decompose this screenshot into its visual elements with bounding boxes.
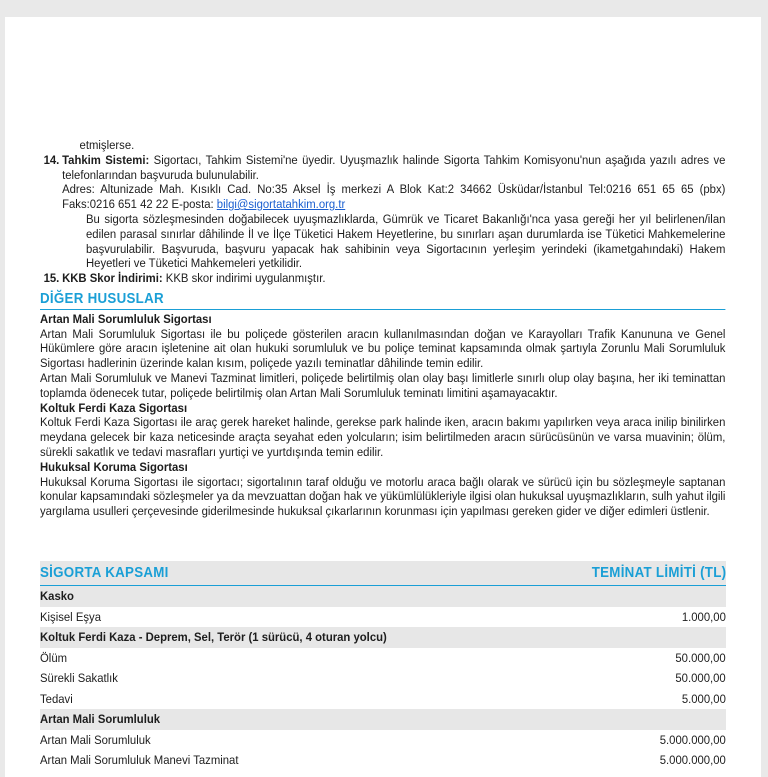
address-text: Adres: Altunizade Mah. Kısıklı Cad. No:35 Aksel İş merkezi A Blok Kat:2 34662 Üsküdar/İstanbul Tel:0216 651 65 65 (pbx) Faks:0216 651 42 22 E-posta: bilgi@sigortatahkim.org.tr bbox=[62, 182, 726, 212]
row-value: 50.000,00 bbox=[675, 671, 726, 686]
row-value: 5.000.000,00 bbox=[659, 732, 726, 747]
row-label: Artan Mali Sorumluluk Manevi Tazminat bbox=[40, 753, 239, 768]
email-link[interactable]: bilgi@sigortatahkim.org.tr bbox=[216, 197, 346, 212]
subsection-paragraph: Koltuk Ferdi Kaza Sigortası ile araç gerek hareket halinde, gerekse park halinde iken, aracın bakımı yapılırken veya araca inilip binilirken meydana gelecek bir kaza neticesinde araçta seyahat eden yolcuların; isim belirtilmeden aracın sürücüsünün ve varsa muavinin; ölüm, sürekli sakatlık ve tedavi masrafları yurtiçi ve yurtdışında temin edilir. bbox=[40, 415, 726, 459]
column-header-coverage: SİGORTA KAPSAMI bbox=[40, 565, 169, 581]
row-value: 50.000,00 bbox=[675, 650, 726, 665]
table-row bbox=[40, 689, 726, 710]
coverage-table bbox=[40, 561, 726, 771]
document-body bbox=[40, 138, 725, 519]
subsection-title: Artan Mali Sorumluluk Sigortası bbox=[40, 311, 212, 326]
clause-body: Sigortacı, Tahkim Sistemi'ne üyedir. Uyuşmazlık halinde Sigorta Tahkim Komisyonu'nun aşağıda yazılı adres ve telefonlarından başvuruda bulunulabilir. bbox=[62, 152, 726, 182]
subsection-title: Koltuk Ferdi Kaza Sigortası bbox=[40, 400, 188, 415]
clause-body: KKB skor indirimi uygulanmıştır. bbox=[162, 271, 326, 286]
table-row bbox=[40, 730, 726, 751]
clause-15-text bbox=[62, 271, 725, 286]
coverage-table-body bbox=[40, 586, 726, 771]
subsection-title: Hukuksal Koruma Sigortası bbox=[40, 459, 188, 474]
row-label: Artan Mali Sorumluluk bbox=[40, 712, 161, 727]
table-row bbox=[40, 668, 726, 689]
table-row bbox=[40, 607, 726, 628]
row-value: 5.000.000,00 bbox=[659, 753, 726, 768]
dispute-note: Bu sigorta sözleşmesinden doğabilecek uyuşmazlıklarda, Gümrük ve Ticaret Bakanlığı'nca yasa gereği her yıl belirlenen/ilan edilen parasal sınırlar dâhilinde İl ve İlçe Tüketici Hakem Heyetlerine, bu sınırları aşan durumlarda ise Tüketici Mahkemelerine başvurulabilir. Başvuruda, başvuru yapacak hak sahibinin veya Sigortacının yerleşim yerindeki (ikametgahındaki) Hakem Heyetleri ve Tüketici Mahkemeleri yetkilidir. bbox=[86, 211, 726, 271]
table-group-row bbox=[40, 709, 726, 730]
clause-15 bbox=[40, 271, 725, 286]
clause-number: 14. bbox=[43, 152, 60, 167]
continuation-line: etmişlerse. bbox=[79, 138, 135, 152]
row-value: 5.000,00 bbox=[681, 691, 726, 706]
table-row bbox=[40, 648, 726, 669]
row-label: Kişisel Eşya bbox=[40, 609, 101, 624]
table-group-row bbox=[40, 627, 726, 648]
row-label: Tedavi bbox=[40, 691, 73, 706]
clause-title: Tahkim Sistemi: bbox=[62, 152, 150, 167]
row-label: Kasko bbox=[40, 589, 74, 604]
section-heading-other: DİĞER HUSUSLAR bbox=[40, 292, 725, 310]
row-label: Artan Mali Sorumluluk bbox=[40, 732, 151, 747]
clause-title: KKB Skor İndirimi: bbox=[62, 271, 163, 286]
row-label: Sürekli Sakatlık bbox=[40, 671, 118, 686]
subsection-paragraph: Hukuksal Koruma Sigortası ile sigortacı; sigortalının taraf olduğu ve motorlu araca bağlı olarak ve sürücü için bu sözleşmeyle saptanan konular kapsamındaki sözleşmeler ya da mevzuattan doğan hak ve yükümlülükleriyle ilgisi olan hukuksal uyuşmazlıkların, sulh yahut ilgili yargılama usulleri çerçevesinde giderilmesinde hukuksal çıkarlarının korunması için yapılması gereken gider ve diğer edimleri üstlenir. bbox=[40, 474, 726, 519]
table-group-row bbox=[40, 586, 726, 607]
coverage-table-header bbox=[40, 561, 726, 586]
clause-14-text bbox=[62, 153, 725, 183]
column-header-limit: TEMİNAT LİMİTİ (TL) bbox=[591, 565, 726, 581]
clause-number: 15. bbox=[43, 271, 60, 286]
clause-14 bbox=[40, 153, 725, 271]
subsection-paragraph: Artan Mali Sorumluluk ve Manevi Tazminat limitleri, poliçede belirtilmiş olan olay başı limitlerle sınırlı olup olay başına, her iki teminattan toplamda ödenecek tutar, poliçede belirtilmiş olan Artan Mali Sorumluluk teminatı limitini aşamayacaktır. bbox=[40, 370, 726, 400]
subsection-paragraph: Artan Mali Sorumluluk Sigortası ile bu poliçede gösterilen aracın kullanılmasından doğan ve Karayolları Trafik Kanununa ve Genel Hükümlere göre aracın işletenine ait olan hukuki sorumluluk ve bu poliçe teminat kapsamında olmak şartıyla Zorunlu Mali Sorumluluk Sigortası hadlerinin üzerinde kalan kısım, poliçede yazılı teminatlar dâhilinde temin edilir. bbox=[40, 326, 726, 371]
row-label: Ölüm bbox=[40, 650, 68, 665]
row-value: 1.000,00 bbox=[681, 609, 726, 624]
row-label: Koltuk Ferdi Kaza - Deprem, Sel, Terör (1 sürücü, 4 oturan yolcu) bbox=[40, 630, 387, 645]
table-row bbox=[40, 750, 726, 771]
